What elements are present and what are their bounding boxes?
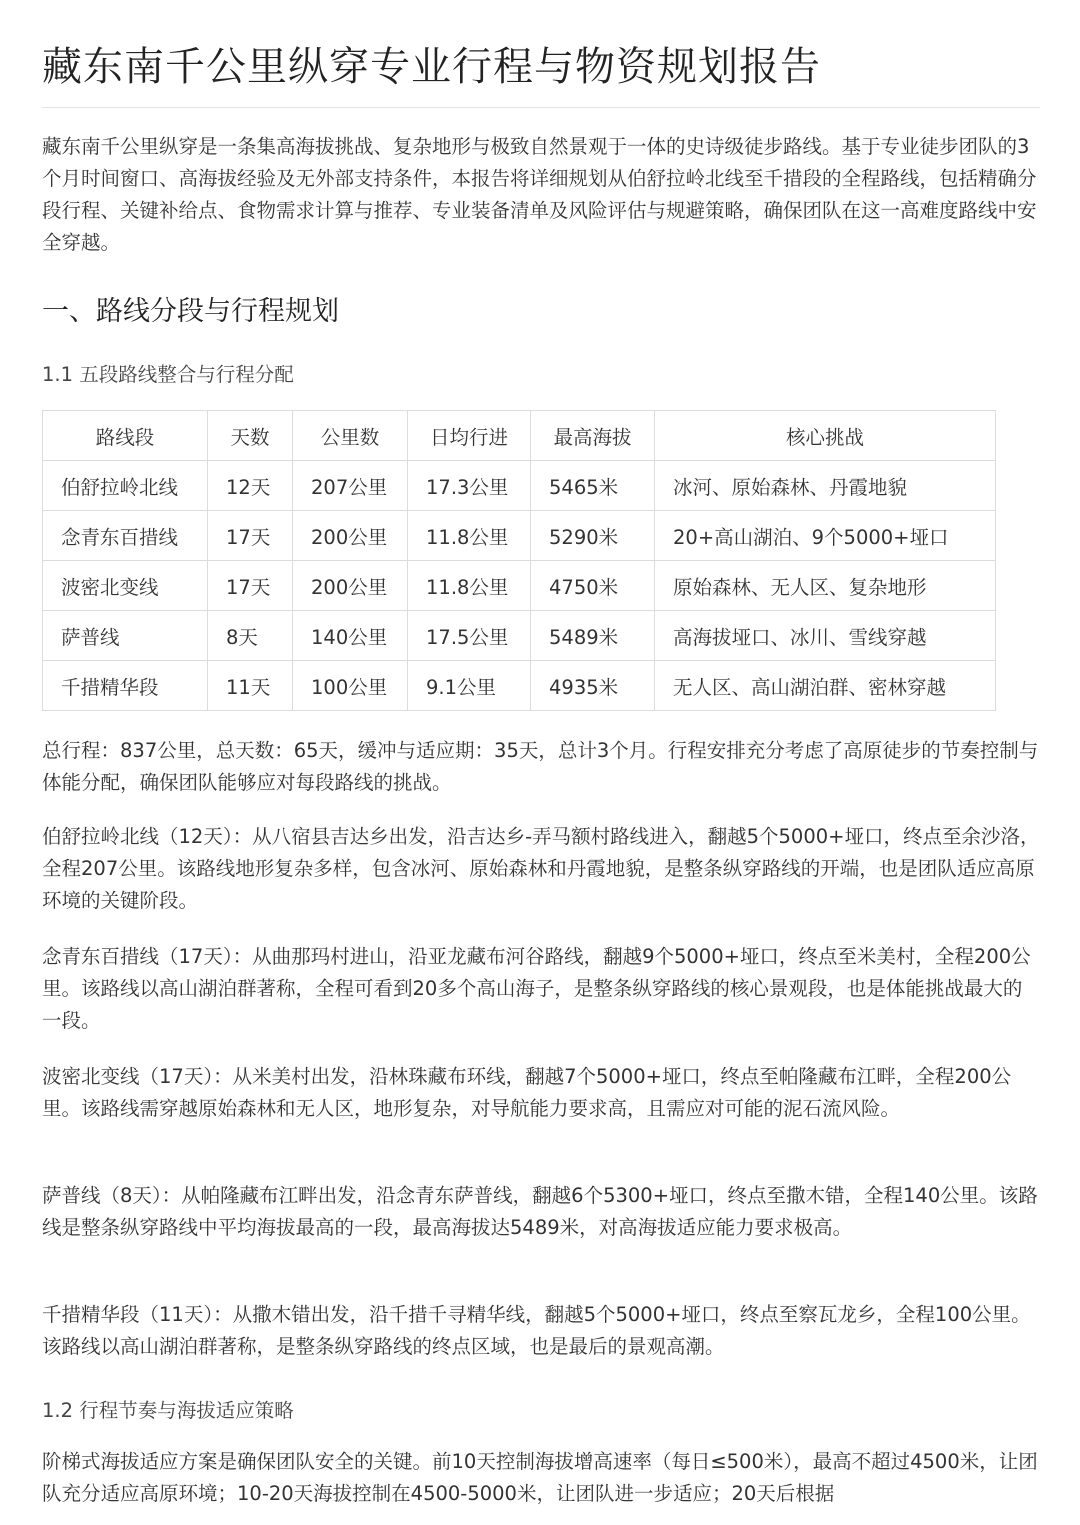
table-cell: 5290米 bbox=[531, 511, 655, 561]
route-paragraph: 念青东百措线（17天）：从曲那玛村进山，沿亚龙藏布河谷路线，翻越9个5000+垭口，终点至米美村，全程200公里。该路线以高山湖泊群著称，全程可看到20多个高山海子，是整条纵穿路线的核心景观段，也是体能挑战最大的一段。 bbox=[42, 945, 1031, 1032]
route-table bbox=[42, 410, 996, 711]
route-paragraph: 波密北变线（17天）：从米美村出发，沿林珠藏布环线，翻越7个5000+垭口，终点至帕隆藏布江畔，全程200公里。该路线需穿越原始森林和无人区，地形复杂，对导航能力要求高，且需应对可能的泥石流风险。 bbox=[42, 1065, 1012, 1120]
table-cell: 200公里 bbox=[293, 511, 408, 561]
intro-paragraph: 藏东南千公里纵穿是一条集高海拔挑战、复杂地形与极致自然景观于一体的史诗级徒步路线。基于专业徒步团队的3个月时间窗口、高海拔经验及无外部支持条件，本报告将详细规划从伯舒拉岭北线至千措段的全程路线，包括精确分段行程、关键补给点、食物需求计算与推荐、专业装备清单及风险评估与规避策略，确保团队在这一高难度路线中安全穿越。 bbox=[42, 135, 1037, 254]
table-cell: 207公里 bbox=[293, 461, 408, 511]
table-cell: 伯舒拉岭北线 bbox=[43, 461, 208, 511]
table-header-cell: 日均行进 bbox=[408, 411, 531, 461]
table-cell: 17.5公里 bbox=[408, 611, 531, 661]
table-header-row bbox=[43, 411, 996, 461]
table-cell: 9.1公里 bbox=[408, 661, 531, 711]
table-cell: 高海拔垭口、冰川、雪线穿越 bbox=[655, 611, 996, 661]
table-header-cell: 路线段 bbox=[43, 411, 208, 461]
table-cell: 17天 bbox=[208, 511, 293, 561]
table-header-cell: 核心挑战 bbox=[655, 411, 996, 461]
subsection-heading: 1.2 行程节奏与海拔适应策略 bbox=[42, 1399, 294, 1422]
table-cell: 8天 bbox=[208, 611, 293, 661]
table-cell: 11.8公里 bbox=[408, 561, 531, 611]
table-cell: 念青东百措线 bbox=[43, 511, 208, 561]
table-cell: 5489米 bbox=[531, 611, 655, 661]
strategy-paragraph: 阶梯式海拔适应方案是确保团队安全的关键。前10天控制海拔增高速率（每日≤500米），最高不超过4500米，让团队充分适应高原环境；10-20天海拔控制在4500-5000米，让团队进一步适应；20天后根据 bbox=[42, 1450, 1038, 1505]
table-cell: 200公里 bbox=[293, 561, 408, 611]
table-cell: 原始森林、无人区、复杂地形 bbox=[655, 561, 996, 611]
table-cell: 11.8公里 bbox=[408, 511, 531, 561]
table-cell: 100公里 bbox=[293, 661, 408, 711]
section-heading: 一、路线分段与行程规划 bbox=[42, 296, 339, 327]
table-cell: 11天 bbox=[208, 661, 293, 711]
table-cell: 冰河、原始森林、丹霞地貌 bbox=[655, 461, 996, 511]
table-cell: 20+高山湖泊、9个5000+垭口 bbox=[655, 511, 996, 561]
table-cell: 萨普线 bbox=[43, 611, 208, 661]
table-header-cell: 公里数 bbox=[293, 411, 408, 461]
title-divider bbox=[42, 107, 1040, 108]
table-header-cell: 最高海拔 bbox=[531, 411, 655, 461]
table-cell: 千措精华段 bbox=[43, 661, 208, 711]
table-cell: 4935米 bbox=[531, 661, 655, 711]
subsection-heading: 1.1 五段路线整合与行程分配 bbox=[42, 363, 294, 386]
page-title: 藏东南千公里纵穿专业行程与物资规划报告 bbox=[42, 44, 821, 90]
table-cell: 140公里 bbox=[293, 611, 408, 661]
table-cell: 12天 bbox=[208, 461, 293, 511]
table-cell: 波密北变线 bbox=[43, 561, 208, 611]
table-header-cell: 天数 bbox=[208, 411, 293, 461]
route-paragraph: 千措精华段（11天）：从撒木错出发，沿千措千寻精华线，翻越5个5000+垭口，终点至察瓦龙乡，全程100公里。该路线以高山湖泊群著称，是整条纵穿路线的终点区域，也是最后的景观高潮。 bbox=[42, 1303, 1031, 1358]
table-cell: 无人区、高山湖泊群、密林穿越 bbox=[655, 661, 996, 711]
table-row bbox=[43, 561, 996, 611]
table-row bbox=[43, 661, 996, 711]
table-cell: 17天 bbox=[208, 561, 293, 611]
table-cell: 5465米 bbox=[531, 461, 655, 511]
table-cell: 17.3公里 bbox=[408, 461, 531, 511]
route-paragraph: 萨普线（8天）：从帕隆藏布江畔出发，沿念青东萨普线，翻越6个5300+垭口，终点至撒木错，全程140公里。该路线是整条纵穿路线中平均海拔最高的一段，最高海拔达5489米，对高海拔适应能力要求极高。 bbox=[42, 1184, 1038, 1239]
summary-paragraph: 总行程：837公里，总天数：65天，缓冲与适应期：35天，总计3个月。行程安排充分考虑了高原徒步的节奏控制与体能分配，确保团队能够应对每段路线的挑战。 bbox=[42, 739, 1039, 794]
route-paragraph: 伯舒拉岭北线（12天）：从八宿县吉达乡出发，沿吉达乡-弄马额村路线进入，翻越5个5000+垭口，终点至余沙洛，全程207公里。该路线地形复杂多样，包含冰河、原始森林和丹霞地貌，是整条纵穿路线的开端，也是团队适应高原环境的关键阶段。 bbox=[42, 825, 1040, 912]
table-row bbox=[43, 461, 996, 511]
table-cell: 4750米 bbox=[531, 561, 655, 611]
table-row bbox=[43, 511, 996, 561]
table-row bbox=[43, 611, 996, 661]
